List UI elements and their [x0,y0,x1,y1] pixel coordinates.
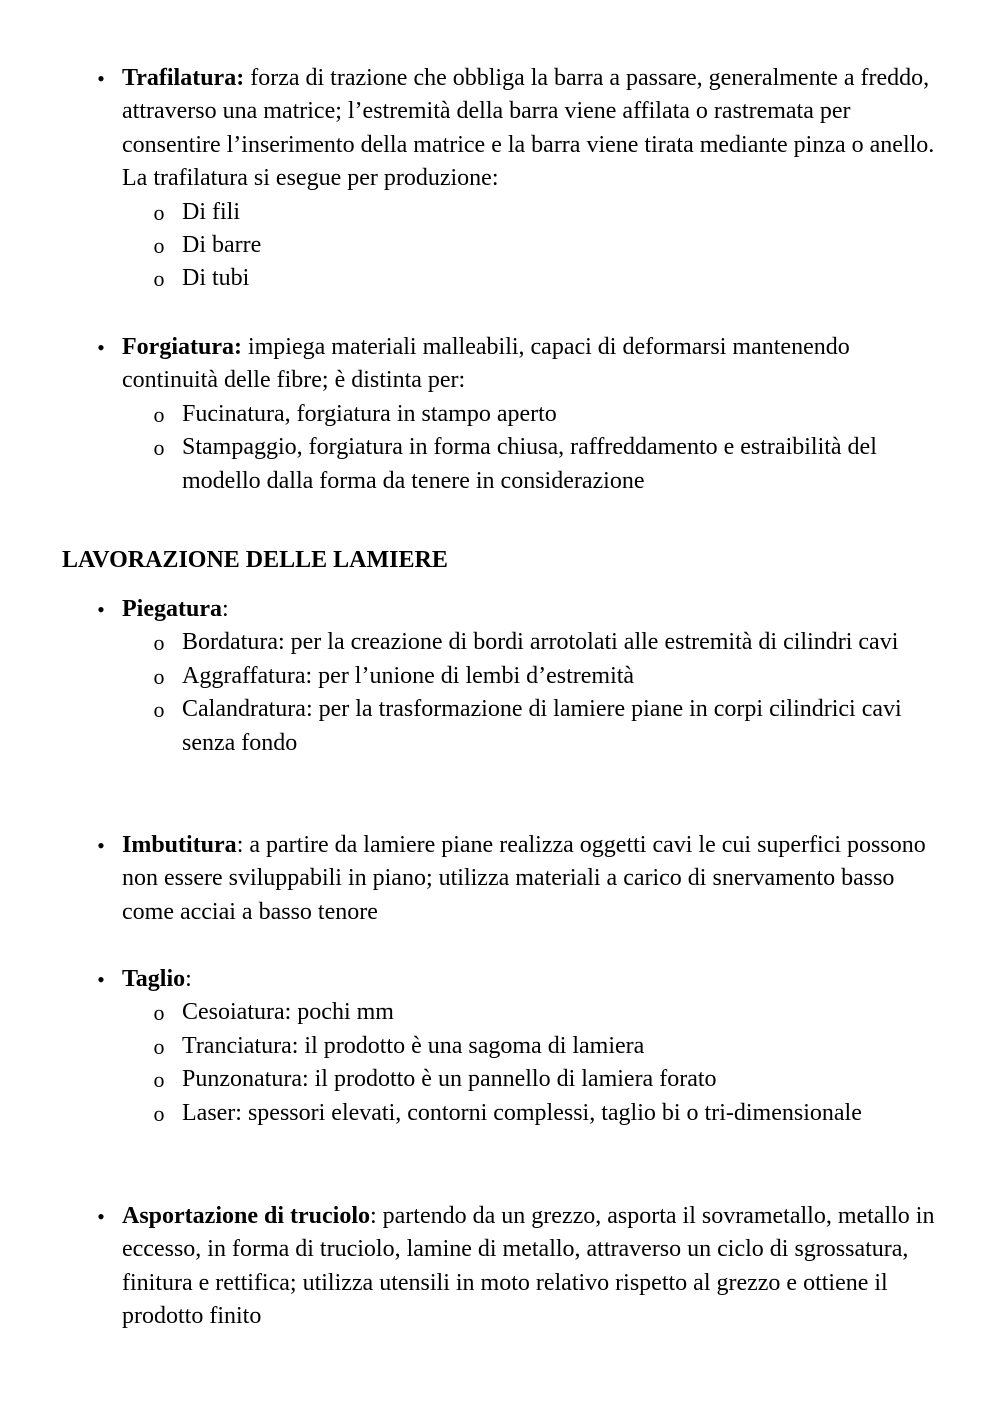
sub-item-text: Aggraffatura: per l’unione di lembi d’estremità [182,662,635,689]
bullet-icon: • [97,967,105,992]
bullet-icon: • [97,597,105,622]
sub-item [0,431,1000,498]
sub-item-text: Fucinatura, forgiatura in stampo aperto [182,400,557,427]
list-item-piegatura [0,593,1000,626]
term-piegatura: Piegatura [122,596,222,622]
sub-item-text: Bordatura: per la creazione di bordi arrotolati alle estremità di cilindri cavi [182,629,899,656]
section-imbutitura [0,829,1000,929]
list-item-taglio [0,963,1000,996]
sub-item [0,1030,1000,1063]
term-trafilatura: Trafilatura: [122,65,245,91]
sub-bullet-icon: o [153,266,165,292]
sub-item-text: Di barre [182,232,262,259]
sub-item [0,262,1000,295]
term-forgiatura: Forgiatura: [122,334,242,360]
bullet-icon: • [97,1204,105,1229]
sub-item [0,1063,1000,1096]
sub-item-text: Di fili [182,198,240,225]
section-forgiatura [0,331,1000,498]
section-taglio [0,963,1000,1130]
sub-bullet-icon: o [153,1000,165,1026]
sub-bullet-icon: o [153,435,165,461]
section-heading: LAVORAZIONE DELLE LAMIERE [62,547,448,573]
sub-item-text: Laser: spessori elevati, contorni complessi, taglio bi o tri-dimensionale [182,1099,862,1126]
sub-item [0,196,1000,229]
sub-item-text: Calandratura: per la trasformazione di lamiere piane in corpi cilindrici cavi senza fondo [182,696,902,756]
sub-bullet-icon: o [153,630,165,656]
term-asportazione: Asportazione di truciolo [122,1203,370,1229]
text-trafilatura: forza di trazione che obbliga la barra a passare, generalmente a freddo, attraverso una matrice; l’estremità della barra viene affilata o rastremata per consentire l’inserimento della matrice e la barra viene tirata mediante pinza o anello. La trafilatura si esegue per produzione: [122,65,935,192]
sub-bullet-icon: o [153,1033,165,1059]
sub-bullet-icon: o [153,1067,165,1093]
sub-item [0,660,1000,693]
sub-bullet-icon: o [153,697,165,723]
sub-item-text: Stampaggio, forgiatura in forma chiusa, raffreddamento e estraibilità del modello dalla forma da tenere in considerazione [182,434,877,494]
sub-item [0,626,1000,659]
sub-bullet-icon: o [153,401,165,427]
sub-item-text: Cesoiatura: pochi mm [182,999,394,1026]
list-item-forgiatura [0,331,1000,398]
text-imbutitura: : a partire da lamiere piane realizza oggetti cavi le cui superfici possono non essere sviluppabili in piano; utilizza materiali a carico di snervamento basso come acciai a basso tenore [122,832,926,925]
text-forgiatura: impiega materiali malleabili, capaci di deformarsi mantenendo continuità delle fibre; è distinta per: [122,334,850,394]
list-item-asportazione [0,1200,1000,1334]
sub-item [0,996,1000,1029]
term-imbutitura: Imbutitura [122,832,237,858]
sub-item-text: Di tubi [182,265,250,292]
bullet-icon: • [97,66,105,91]
section-asportazione [0,1200,1000,1334]
list-item-imbutitura [0,829,1000,929]
section-trafilatura [0,62,1000,296]
sub-item [0,398,1000,431]
sub-item [0,693,1000,760]
list-item-trafilatura [0,62,1000,196]
text-piegatura: : [221,596,229,622]
sub-item [0,229,1000,262]
sub-bullet-icon: o [153,1100,165,1126]
sub-item [0,1097,1000,1130]
section-piegatura [0,593,1000,760]
sub-bullet-icon: o [153,199,165,225]
text-taglio: : [185,966,192,992]
sub-bullet-icon: o [153,233,165,259]
term-taglio: Taglio [122,966,186,992]
bullet-icon: • [97,833,105,858]
sub-item-text: Punzonatura: il prodotto è un pannello di lamiera forato [182,1066,717,1093]
bullet-icon: • [97,335,105,360]
sub-item-text: Tranciatura: il prodotto è una sagoma di lamiera [182,1032,645,1059]
text-asportazione: : partendo da un grezzo, asporta il sovrametallo, metallo in eccesso, in forma di truciolo, lamine di metallo, attraverso un ciclo di sgrossatura, finitura e rettifica; utilizza utensili in moto relativo rispetto al grezzo e ottiene il prodotto finito [122,1203,935,1330]
sub-bullet-icon: o [153,663,165,689]
